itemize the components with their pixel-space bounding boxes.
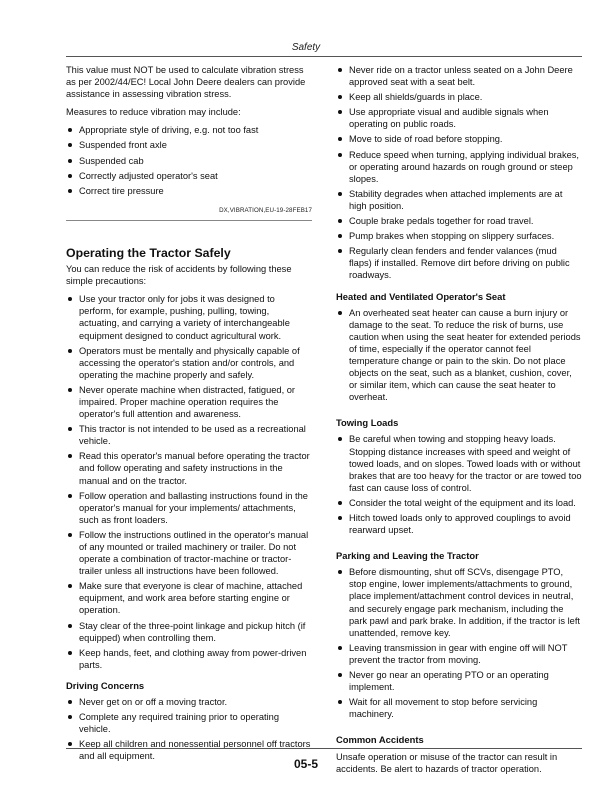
precautions-list bbox=[66, 293, 312, 671]
list-item: Correctly adjusted operator's seat bbox=[66, 170, 312, 182]
list-item: An overheated seat heater can cause a burn injury or damage to the seat. To reduce the risk of burns, use caution when using the seat heater for extended periods of time, especially if the operator cannot feel temperature change or pain to the skin. Do not place objects on the seat, such as a blanket, cushion, cover, or similar item, which can cause the seat heater to overheat. bbox=[336, 307, 582, 404]
parking-list bbox=[336, 566, 582, 720]
list-item: Make sure that everyone is clear of machine, attached equipment, and work area before starting engine or operation. bbox=[66, 580, 312, 616]
parking-heading: Parking and Leaving the Tractor bbox=[336, 550, 479, 562]
list-item: Move to side of road before stopping. bbox=[336, 133, 582, 145]
common-accidents-heading: Common Accidents bbox=[336, 734, 424, 746]
reference-code: DX,VIBRATION,EU-19-28FEB17 bbox=[66, 205, 312, 221]
vibration-measures-lead: Measures to reduce vibration may include: bbox=[66, 107, 241, 118]
section-title: Operating the Tractor Safely bbox=[66, 245, 231, 260]
vibration-intro-paragraph: This value must NOT be used to calculate vibration stress as per 2002/44/EC! Local John Deere dealers can provide assistance in assessing vibration stress. bbox=[66, 65, 306, 100]
list-item: Read this operator's manual before operating the tractor and follow operating and safety instructions in the manual and on the tractor. bbox=[66, 450, 312, 486]
footer-divider bbox=[66, 748, 582, 749]
list-item: Before dismounting, shut off SCVs, disengage PTO, stop engine, lower implements/attachments to ground, place implement/attachment control devices in neutral, and securely engage park mechanism, including the park pawl and park brake. In addition, if the tractor is left unattended, remove key. bbox=[336, 566, 582, 639]
list-item: Stay clear of the three-point linkage and pickup hitch (if equipped) when controlling them. bbox=[66, 620, 312, 644]
towing-loads-heading: Towing Loads bbox=[336, 417, 399, 429]
running-header-title: Safety bbox=[291, 42, 321, 53]
list-item: Operators must be mentally and physically capable of accessing the operator's station and/or controls, and operating the machine properly and safely. bbox=[66, 345, 312, 381]
list-item: Correct tire pressure bbox=[66, 185, 312, 197]
list-item: Use your tractor only for jobs it was designed to perform, for example, pushing, pulling, towing, actuating, and carrying a variety of interchangeable equipment designed to conduct agricultural work. bbox=[66, 293, 312, 341]
list-item: Consider the total weight of the equipment and its load. bbox=[336, 497, 582, 509]
vibration-measures-list bbox=[66, 124, 312, 196]
header-divider bbox=[66, 56, 582, 57]
list-item: Never get on or off a moving tractor. bbox=[66, 696, 312, 708]
section-intro-paragraph: You can reduce the risk of accidents by following these simple precautions: bbox=[66, 264, 292, 287]
list-item: This tractor is not intended to be used as a recreational vehicle. bbox=[66, 423, 312, 447]
list-item: Never go near an operating PTO or an operating implement. bbox=[336, 669, 582, 693]
list-item: Suspended cab bbox=[66, 155, 312, 167]
list-item: Follow operation and ballasting instructions found in the operator's manual for your implements/ attachments, such as front loaders. bbox=[66, 490, 312, 526]
driving-concerns-continued-list bbox=[336, 64, 582, 282]
list-item: Leaving transmission in gear with engine off will NOT prevent the tractor from moving. bbox=[336, 642, 582, 666]
list-item: Keep hands, feet, and clothing away from power-driven parts. bbox=[66, 647, 312, 671]
list-item: Regularly clean fenders and fender valances (mud flaps) if installed. Remove dirt before driving on public roadways. bbox=[336, 245, 582, 281]
list-item: Keep all shields/guards in place. bbox=[336, 91, 582, 103]
page-number: 05-5 bbox=[293, 757, 319, 771]
right-column bbox=[336, 64, 582, 781]
list-item: Be careful when towing and stopping heavy loads. Stopping distance increases with speed and weight of towed loads, and on slopes. Towed loads with or without brakes that are too heavy for the tractor or are towed too fast can cause loss of control. bbox=[336, 433, 582, 493]
list-item: Reduce speed when turning, applying individual brakes, or operating around hazards on rough ground or steep slopes. bbox=[336, 149, 582, 185]
left-column bbox=[66, 64, 312, 766]
list-item: Follow the instructions outlined in the operator's manual of any mounted or trailed machinery or trailer. Do not operate a combination of tractor-machine or tractor-trailer unless all instructions have been followed. bbox=[66, 529, 312, 577]
towing-loads-list bbox=[336, 433, 582, 536]
list-item: Use appropriate visual and audible signals when operating on public roads. bbox=[336, 106, 582, 130]
driving-concerns-heading: Driving Concerns bbox=[66, 679, 145, 691]
heated-seat-heading: Heated and Ventilated Operator's Seat bbox=[336, 290, 506, 302]
heated-seat-list bbox=[336, 307, 582, 404]
list-item: Never operate machine when distracted, fatigued, or impaired. Proper machine operation requires the operator's full attention and awareness. bbox=[66, 384, 312, 420]
list-item: Couple brake pedals together for road travel. bbox=[336, 215, 582, 227]
list-item: Keep all children and nonessential personnel off tractors and all equipment. bbox=[66, 738, 312, 762]
list-item: Stability degrades when attached implements are at high position. bbox=[336, 188, 582, 212]
list-item: Complete any required training prior to operating vehicle. bbox=[66, 711, 312, 735]
list-item: Hitch towed loads only to approved couplings to avoid rearward upset. bbox=[336, 512, 582, 536]
list-item: Pump brakes when stopping on slippery surfaces. bbox=[336, 230, 582, 242]
list-item: Suspended front axle bbox=[66, 139, 312, 151]
common-accidents-paragraph: Unsafe operation or misuse of the tractor can result in accidents. Be alert to hazards of tractor operation. bbox=[336, 751, 558, 774]
driving-concerns-list bbox=[66, 696, 312, 762]
list-item: Wait for all movement to stop before servicing machinery. bbox=[336, 696, 582, 720]
list-item: Never ride on a tractor unless seated on a John Deere approved seat with a seat belt. bbox=[336, 64, 582, 88]
list-item: Appropriate style of driving, e.g. not too fast bbox=[66, 124, 312, 136]
